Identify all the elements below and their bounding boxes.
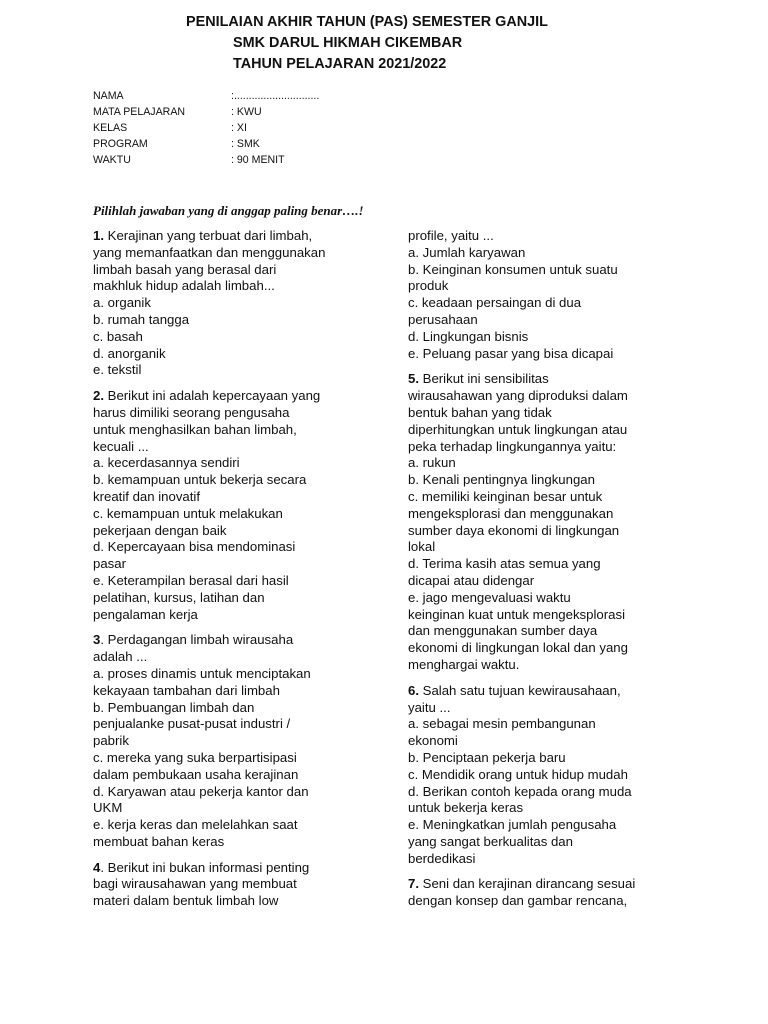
line-text: yang memanfaatkan dan menggunakan [93,244,326,260]
line-text: makhluk hidup adalah limbah... [93,278,275,294]
line-text: Berikut ini adalah kepercayaan yang [104,388,321,404]
line-text: b. Pembuangan limbah dan [93,699,255,715]
question-number: 3 [93,632,101,648]
question-block [93,388,393,623]
question-line [408,800,708,817]
question-line [408,556,708,573]
question-line [408,640,708,657]
info-value: : XI [231,122,247,134]
line-text: pengalaman kerja [93,606,198,622]
line-text: a. sebagai mesin pembangunan [408,716,596,732]
line-text: a. Jumlah karyawan [408,244,526,260]
question-text [408,228,708,245]
line-text: perusahaan [408,311,478,327]
line-text: dengan konsep dan gambar rencana, [408,893,628,909]
question-number: 6. [408,682,419,698]
question-line [408,623,708,640]
line-text: keinginan kuat untuk mengeksplorasi [408,606,625,622]
info-label: KELAS [93,122,128,134]
question-text [93,228,393,245]
question-block [93,632,393,850]
question-line [93,362,393,379]
line-text: dan menggunakan sumber daya [408,623,598,639]
line-text: kekayaan tambahan dari limbah [93,682,280,698]
question-line [93,607,393,624]
info-value: :............................. [231,90,320,102]
question-line [408,767,708,784]
line-text: . Perdagangan limbah wirausaha [100,632,294,648]
line-text: penjualanke pusat-pusat industri / [93,716,291,732]
question-line [93,489,393,506]
line-text: bentuk bahan yang tidak [408,404,552,420]
line-text: c. mereka yang suka berpartisipasi [93,749,297,765]
line-text: bagi wirausahawan yang membuat [93,876,297,892]
line-text: c. kemampuan untuk melakukan [93,505,283,521]
question-column-right [408,228,708,919]
info-row-waktu [93,152,493,168]
line-text: Berikut ini sensibilitas [419,371,549,387]
question-line [93,817,393,834]
info-row-mata-pelajaran [93,104,493,120]
question-line [408,523,708,540]
question-line [93,539,393,556]
question-line [93,750,393,767]
line-text: e. Peluang pasar yang bisa dicapai [408,345,614,361]
question-line [408,539,708,556]
question-line [408,506,708,523]
question-line [408,733,708,750]
line-text: c. keadaan persaingan di dua [408,295,582,311]
question-text [408,876,708,893]
question-line [408,851,708,868]
line-text: pekerjaan dengan baik [93,522,227,538]
line-text: yaitu ... [408,699,451,715]
line-text: Seni dan kerajinan dirancang sesuai [419,876,636,892]
info-row-nama [93,88,493,104]
line-text: pelatihan, kursus, latihan dan [93,589,265,605]
question-line [408,422,708,439]
question-text [408,371,708,388]
line-text: Kerajinan yang terbuat dari limbah, [104,228,313,243]
info-value: : 90 MENIT [231,154,285,166]
line-text: a. proses dinamis untuk menciptakan [93,665,311,681]
line-text: a. kecerdasannya sendiri [93,455,240,471]
line-text: ekonomi [408,733,458,749]
line-text: b. rumah tangga [93,311,190,327]
line-text: c. basah [93,328,143,344]
question-line [408,657,708,674]
question-line [408,312,708,329]
line-text: kreatif dan inovatif [93,488,201,504]
question-line [408,893,708,910]
line-text: materi dalam bentuk limbah low [93,893,279,909]
line-text: e. kerja keras dan melelahkan saat [93,817,298,833]
question-line [408,405,708,422]
line-text: a. rukun [408,455,456,471]
question-line [93,262,393,279]
line-text: d. Kepercayaan bisa mendominasi [93,539,296,555]
question-line [93,767,393,784]
school-name: SMK DARUL HIKMAH CIKEMBAR [233,35,463,51]
line-text: a. organik [93,295,151,311]
info-label: WAKTU [93,154,131,166]
question-text [93,388,393,405]
line-text: profile, yaitu ... [408,228,494,243]
question-line [93,295,393,312]
info-label: PROGRAM [93,138,148,150]
question-line [408,346,708,363]
question-line [408,489,708,506]
question-line [408,245,708,262]
question-number: 1. [93,228,104,243]
line-text: wirausahawan yang diproduksi dalam [408,388,628,404]
question-line [93,556,393,573]
question-line [93,312,393,329]
line-text: b. Kenali pentingnya lingkungan [408,472,595,488]
line-text: mengeksplorasi dan menggunakan [408,505,614,521]
line-text: adalah ... [93,649,148,665]
line-text: menghargai waktu. [408,656,520,672]
question-line [408,700,708,717]
question-column-left [93,228,393,919]
line-text: Salah satu tujuan kewirausahaan, [419,682,621,698]
line-text: produk [408,278,449,294]
line-text: kecuali ... [93,438,149,454]
line-text: pasar [93,556,126,572]
line-text: d. Berikan contoh kepada orang muda [408,783,632,799]
question-line [408,278,708,295]
question-line [408,388,708,405]
question-block [93,228,393,379]
line-text: e. tekstil [93,362,142,378]
line-text: untuk menghasilkan bahan limbah, [93,421,297,437]
question-number: 7. [408,876,419,892]
question-block [408,228,708,362]
instruction-text: Pilihlah jawaban yang di anggap paling benar….! [93,203,364,218]
info-value: : KWU [231,106,262,118]
question-line [93,278,393,295]
line-text: b. Penciptaan pekerja baru [408,749,566,765]
question-line [93,893,393,910]
question-line [93,700,393,717]
question-line [93,784,393,801]
line-text: harus dimiliki seorang pengusaha [93,404,290,420]
question-line [93,800,393,817]
academic-year: TAHUN PELAJARAN 2021/2022 [233,56,447,72]
question-line [93,422,393,439]
question-line [93,834,393,851]
question-block [93,860,393,910]
info-value: : SMK [231,138,260,150]
question-number: 5. [408,371,419,387]
line-text: d. Karyawan atau pekerja kantor dan [93,783,309,799]
line-text: e. Keterampilan berasal dari hasil [93,572,289,588]
question-line [93,472,393,489]
question-line [93,346,393,363]
question-line [93,666,393,683]
line-text: dicapai atau didengar [408,572,535,588]
question-line [408,472,708,489]
line-text: membuat bahan keras [93,833,225,849]
info-row-kelas [93,120,493,136]
question-line [408,834,708,851]
question-line [93,523,393,540]
line-text: c. memiliki keinginan besar untuk [408,488,603,504]
line-text: ekonomi di lingkungan lokal dan yang [408,640,628,656]
question-line [408,590,708,607]
line-text: b. Keinginan konsumen untuk suatu [408,261,618,277]
question-line [408,329,708,346]
line-text: UKM [93,800,123,816]
question-line [93,733,393,750]
question-line [408,817,708,834]
line-text: untuk bekerja keras [408,800,524,816]
question-line [93,876,393,893]
line-text: berdedikasi [408,850,476,866]
line-text: dalam pembukaan usaha kerajinan [93,766,299,782]
line-text: sumber daya ekonomi di lingkungan [408,522,620,538]
question-line [93,573,393,590]
line-text: c. Mendidik orang untuk hidup mudah [408,766,628,782]
line-text: pabrik [93,733,129,749]
question-block [408,876,708,910]
question-line [408,262,708,279]
question-line [408,607,708,624]
question-line [93,329,393,346]
line-text: e. Meningkatkan jumlah pengusaha [408,817,617,833]
exam-title: PENILAIAN AKHIR TAHUN (PAS) SEMESTER GANJIL [186,14,548,30]
line-text: d. Lingkungan bisnis [408,328,529,344]
question-line [93,439,393,456]
line-text: lokal [408,539,436,555]
question-text [93,632,393,649]
question-line [408,439,708,456]
line-text: d. Terima kasih atas semua yang [408,556,601,572]
line-text: diperhitungkan untuk lingkungan atau [408,421,628,437]
question-line [408,573,708,590]
question-line [408,455,708,472]
info-label: NAMA [93,90,124,102]
line-text: b. kemampuan untuk bekerja secara [93,472,307,488]
student-info [93,88,493,168]
question-line [93,649,393,666]
question-line [408,716,708,733]
question-block [408,683,708,868]
line-text: d. anorganik [93,345,166,361]
question-number: 2. [93,388,104,404]
question-line [408,784,708,801]
question-line [93,590,393,607]
question-number: 4 [93,859,101,875]
line-text: e. jago mengevaluasi waktu [408,589,571,605]
line-text: limbah basah yang berasal dari [93,261,277,277]
question-text [93,860,393,877]
line-text: peka terhadap lingkungannya yaitu: [408,438,617,454]
question-line [93,455,393,472]
question-line [93,716,393,733]
info-label: MATA PELAJARAN [93,106,186,118]
line-text: yang sangat berkualitas dan [408,833,573,849]
question-text [408,683,708,700]
question-block [408,371,708,673]
line-text: . Berikut ini bukan informasi penting [100,859,310,875]
question-line [93,245,393,262]
question-line [93,405,393,422]
question-line [408,295,708,312]
info-row-program [93,136,493,152]
question-line [93,506,393,523]
question-line [93,683,393,700]
question-line [408,750,708,767]
